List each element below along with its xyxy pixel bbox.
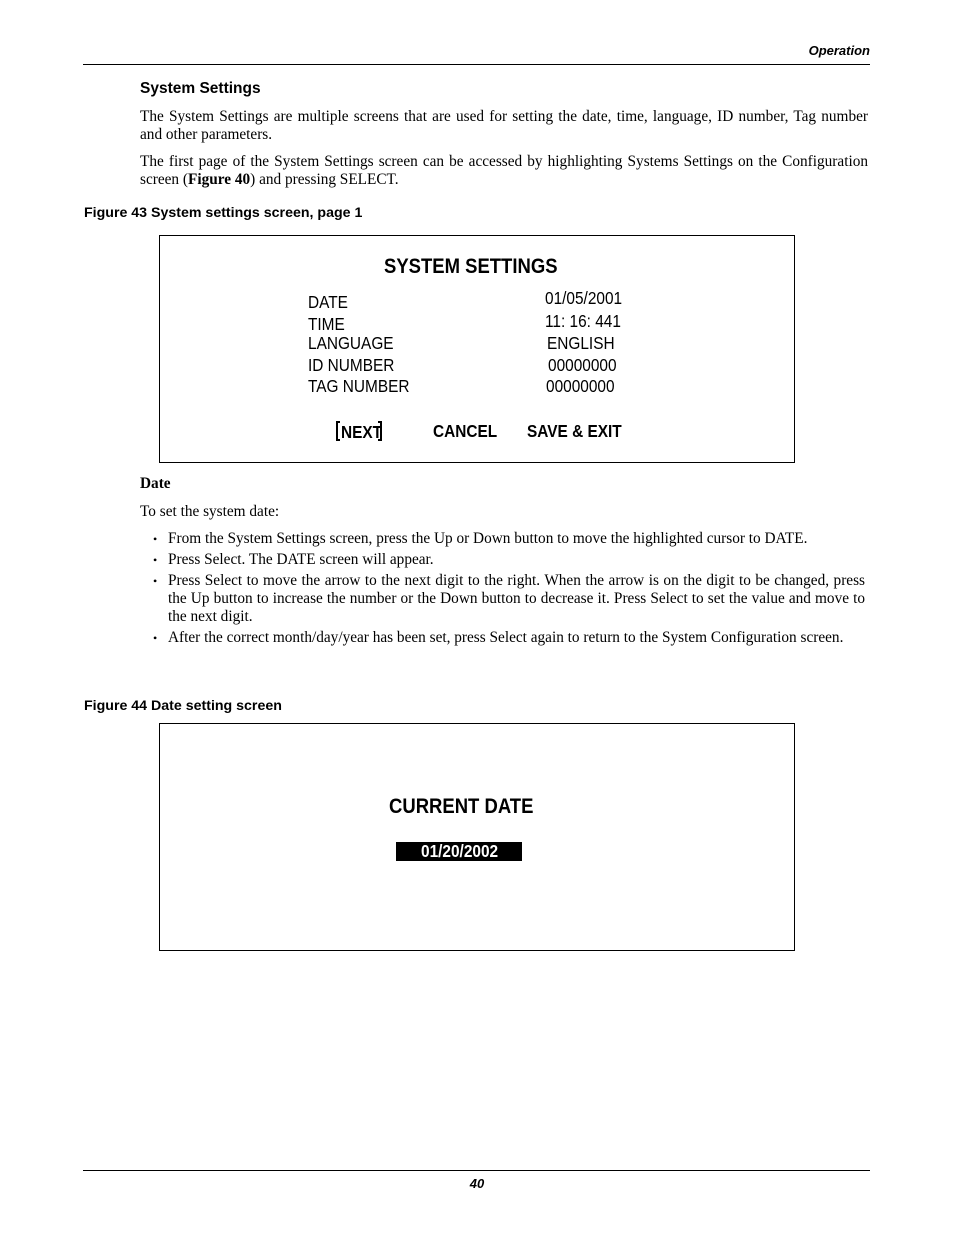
bullet-icon: • bbox=[153, 574, 158, 588]
next-button[interactable]: NEXT bbox=[341, 422, 383, 442]
header-rule bbox=[83, 64, 870, 65]
page-number: 40 bbox=[469, 1176, 485, 1191]
language-value: ENGLISH bbox=[547, 333, 615, 353]
list-item bbox=[140, 629, 865, 647]
list-item bbox=[140, 572, 865, 626]
bullet-icon: • bbox=[153, 553, 158, 567]
id-number-value: 00000000 bbox=[548, 355, 617, 375]
current-date-value: 01/20/2002 bbox=[421, 841, 499, 861]
date-intro: To set the system date: bbox=[140, 503, 280, 520]
date-steps-list bbox=[140, 530, 865, 650]
save-exit-button[interactable]: SAVE & EXIT bbox=[527, 421, 622, 441]
language-label: LANGUAGE bbox=[308, 333, 394, 353]
system-settings-screen bbox=[159, 235, 795, 463]
figure-44-caption: Figure 44 Date setting screen bbox=[84, 698, 282, 714]
cursor-left-bracket bbox=[336, 421, 340, 441]
list-item bbox=[140, 530, 865, 548]
screen-title: SYSTEM SETTINGS bbox=[384, 255, 558, 278]
step-text: After the correct month/day/year has been set, press Select again to return to the System Configuration screen. bbox=[168, 629, 844, 646]
step-text: Press Select. The DATE screen will appear. bbox=[168, 551, 434, 568]
date-label: DATE bbox=[308, 292, 348, 312]
bullet-icon: • bbox=[153, 631, 158, 645]
date-heading: Date bbox=[140, 475, 171, 492]
access-paragraph bbox=[140, 153, 868, 189]
current-date-title: CURRENT DATE bbox=[389, 795, 534, 818]
id-number-label: ID NUMBER bbox=[308, 355, 395, 375]
figure-reference: Figure 40 bbox=[187, 171, 251, 188]
current-date-highlight[interactable] bbox=[396, 842, 522, 861]
cursor-right-bracket bbox=[378, 421, 382, 441]
footer-rule bbox=[83, 1170, 870, 1171]
section-title: System Settings bbox=[140, 80, 261, 97]
time-value: 11: 16: 441 bbox=[545, 311, 621, 331]
list-item bbox=[140, 551, 865, 569]
figure-43-caption: Figure 43 System settings screen, page 1 bbox=[84, 205, 363, 221]
access-text-1: The first page of the System Settings screen can be accessed by highlighting Systems Settings on the Configuration screen ( bbox=[140, 153, 868, 188]
time-label: TIME bbox=[308, 314, 345, 334]
running-header: Operation bbox=[808, 43, 870, 58]
intro-paragraph: The System Settings are multiple screens that are used for setting the date, time, language, ID number, Tag number and other parameters. bbox=[140, 108, 868, 143]
cancel-button[interactable]: CANCEL bbox=[433, 421, 498, 441]
step-text: From the System Settings screen, press the Up or Down button to move the highlighted cursor to DATE. bbox=[168, 530, 808, 547]
step-text: Press Select to move the arrow to the next digit to the right. When the arrow is on the digit to be changed, press the Up button to increase the number or the Down button to decrease it. Press Select to set the value and move to the next digit. bbox=[168, 572, 865, 625]
access-text-2: ) and pressing SELECT. bbox=[250, 171, 399, 188]
date-setting-screen bbox=[159, 723, 795, 951]
tag-number-value: 00000000 bbox=[546, 376, 615, 396]
tag-number-label: TAG NUMBER bbox=[308, 376, 410, 396]
bullet-icon: • bbox=[153, 532, 158, 546]
date-value: 01/05/2001 bbox=[545, 288, 623, 308]
